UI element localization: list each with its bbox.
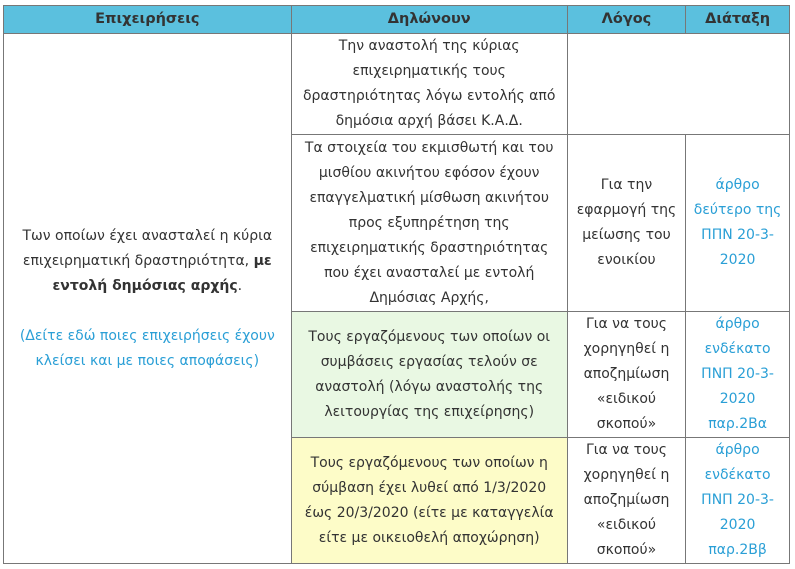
header-declare: Δηλώνουν: [291, 6, 567, 34]
provision-link[interactable]: άρθρο ενδέκατο ΠΝΠ 20-3-2020 παρ.2Ββ: [686, 438, 790, 564]
declarations-table: [3, 5, 790, 564]
business-description: Των οποίων έχει ανασταλεί η κύρια επιχειρηματική δραστηριότητα, με εντολή δημόσιας αρχής.: [22, 227, 273, 294]
closed-businesses-link[interactable]: (Δείτε εδώ ποιες επιχειρήσεις έχουν κλείσει και με ποιες αποφάσεις): [19, 327, 275, 369]
reason-cell: Για την εφαρμογή της μείωσης του ενοικίου: [567, 135, 685, 312]
reason-cell: Για να τους χορηγηθεί η αποζημίωση «ειδικού σκοπού»: [567, 312, 685, 438]
header-provision: Διάταξη: [686, 6, 790, 34]
empty-cell: [567, 34, 789, 135]
reason-cell: Για να τους χορηγηθεί η αποζημίωση «ειδικού σκοπού»: [567, 438, 685, 564]
header-row: [4, 6, 790, 34]
declare-cell: Την αναστολή της κύριας επιχειρηματικής τους δραστηριότητας λόγω εντολής από δημόσια αρχή βάσει Κ.Α.Δ.: [291, 34, 567, 135]
table-row: [4, 34, 790, 135]
declare-cell: Τους εργαζόμενους των οποίων η σύμβαση έχει λυθεί από 1/3/2020 έως 20/3/2020 (είτε με καταγγελία είτε με οικειοθελή αποχώρηση): [291, 438, 567, 564]
header-businesses: Επιχειρήσεις: [4, 6, 292, 34]
provision-link[interactable]: άρθρο ενδέκατο ΠΝΠ 20-3-2020 παρ.2Βα: [686, 312, 790, 438]
business-cell: [4, 34, 292, 564]
public-authority-order: με εντολή δημόσιας αρχής: [52, 252, 272, 294]
declare-cell: Τα στοιχεία του εκμισθωτή και του μισθίου ακινήτου εφόσον έχουν επαγγελματική μίσθωση ακινήτου προς εξυπηρέτηση της επιχειρηματικής δραστηριότητας που έχει ανασταλεί με εντολή Δημόσιας Αρχής,: [291, 135, 567, 312]
header-reason: Λόγος: [567, 6, 685, 34]
declare-cell: Τους εργαζόμενους των οποίων οι συμβάσεις εργασίας τελούν σε αναστολή (λόγω αναστολής της λειτουργίας της επιχείρησης): [291, 312, 567, 438]
provision-link[interactable]: άρθρο δεύτερο της ΠΠΝ 20-3-2020: [686, 135, 790, 312]
